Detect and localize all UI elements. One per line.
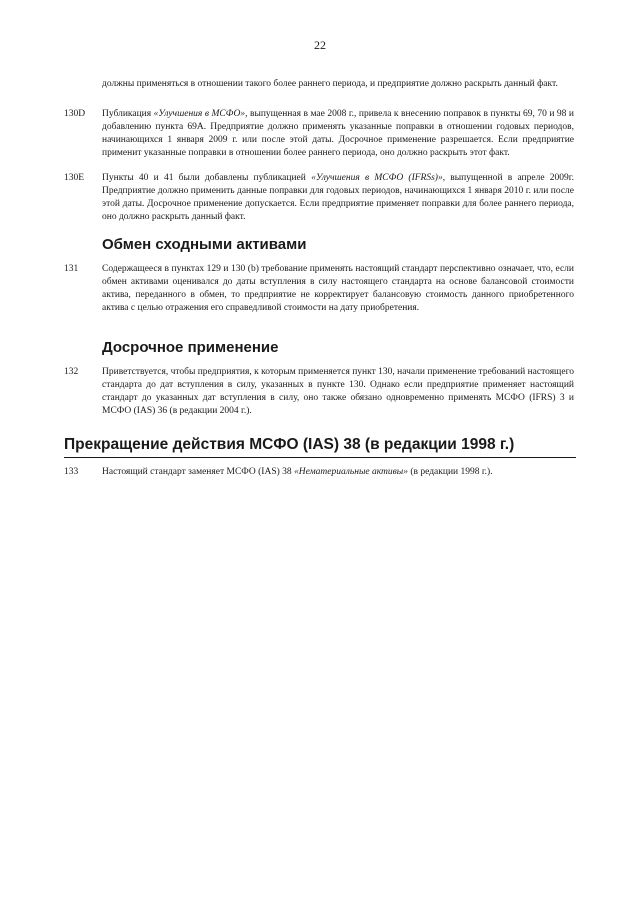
paragraph-body: Содержащееся в пунктах 129 и 130 (b) требование применять настоящий стандарт перспективно означает, что, если обмен активами оценивался до даты вступления в силу настоящего стандарта на основе балансовой стоимости актива, переданного в обмен, то предприятие не корректирует балансовую стоимость данного приобретенного актива с целью отражения его справедливой стоимости на дату приобретения. — [102, 264, 574, 313]
text-segment: Пункты 40 и 41 были добавлены публикацией — [102, 173, 312, 183]
paragraph-body — [102, 108, 574, 160]
paragraph-133 — [64, 466, 574, 479]
continuation-text: должны применяться в отношении такого более раннего периода, и предприятие должно раскрыть данный факт. — [102, 79, 558, 89]
paragraph-132 — [64, 366, 574, 418]
standard-title: «Нематериальные активы» — [294, 467, 408, 477]
heading-exchange-of-similar-assets: Обмен сходными активами — [102, 236, 307, 253]
paragraph-130d — [64, 108, 574, 160]
heading-early-application: Досрочное применение — [102, 339, 279, 356]
publication-title: «Улучшения в МСФО» — [153, 109, 246, 119]
paragraph-131 — [64, 263, 574, 315]
paragraph-number: 130E — [64, 173, 85, 183]
paragraph-number: 133 — [64, 467, 79, 477]
paragraph-body — [102, 466, 574, 479]
publication-title: «Улучшения в МСФО (IFRSs)» — [311, 173, 443, 183]
paragraph-number: 132 — [64, 367, 79, 377]
paragraph-number: 130D — [64, 109, 86, 119]
paragraph-body: Приветствуется, чтобы предприятия, к которым применяется пункт 130, начали применение требований настоящего стандарта до дат вступления в силу, указанных в пункте 130. Однако если предприятие применяет настоящий стандарт до указанных дат вступления в силу, оно также обязано одновременно применять МСФО (IFRS) 3 и МСФО (IAS) 36 (в редакции 2004 г.). — [102, 367, 575, 416]
text-segment: Настоящий стандарт заменяет МСФО (IAS) 38 — [102, 467, 295, 477]
paragraph-130e — [64, 172, 574, 224]
page-number: 22 — [314, 38, 326, 52]
text-segment: , выпущенная в мае 2008 г., привела к внесению поправок в пункты 69, 70 и 98 и добавлению пункта 69А. Предприятие должно применять указанные поправки в отношении годовых периодов, начинающихся 1 января 2009 г. или после этой даты. Досрочное применение разрешается. Если предприятие применит указанные поправки в отношении более раннего периода, оно должно раскрыть этот факт. — [102, 109, 575, 158]
text-segment: Публикация — [102, 109, 154, 119]
paragraph-number: 131 — [64, 264, 79, 274]
text-segment: , выпущенной в апреле 2009г. Предприятие должно применить данные поправки для годовых периодов, начинающихся 1 января 2010 г. или после этой даты. Досрочное применение допускается. Если предприятие применяет поправки для более раннего периода, оно должно раскрыть данный факт. — [102, 173, 574, 222]
heading-withdrawal-ias-38: Прекращение действия МСФО (IAS) 38 (в редакции 1998 г.) — [64, 436, 576, 458]
text-segment: (в редакции 1998 г.). — [407, 467, 493, 477]
paragraph-body — [102, 172, 574, 224]
